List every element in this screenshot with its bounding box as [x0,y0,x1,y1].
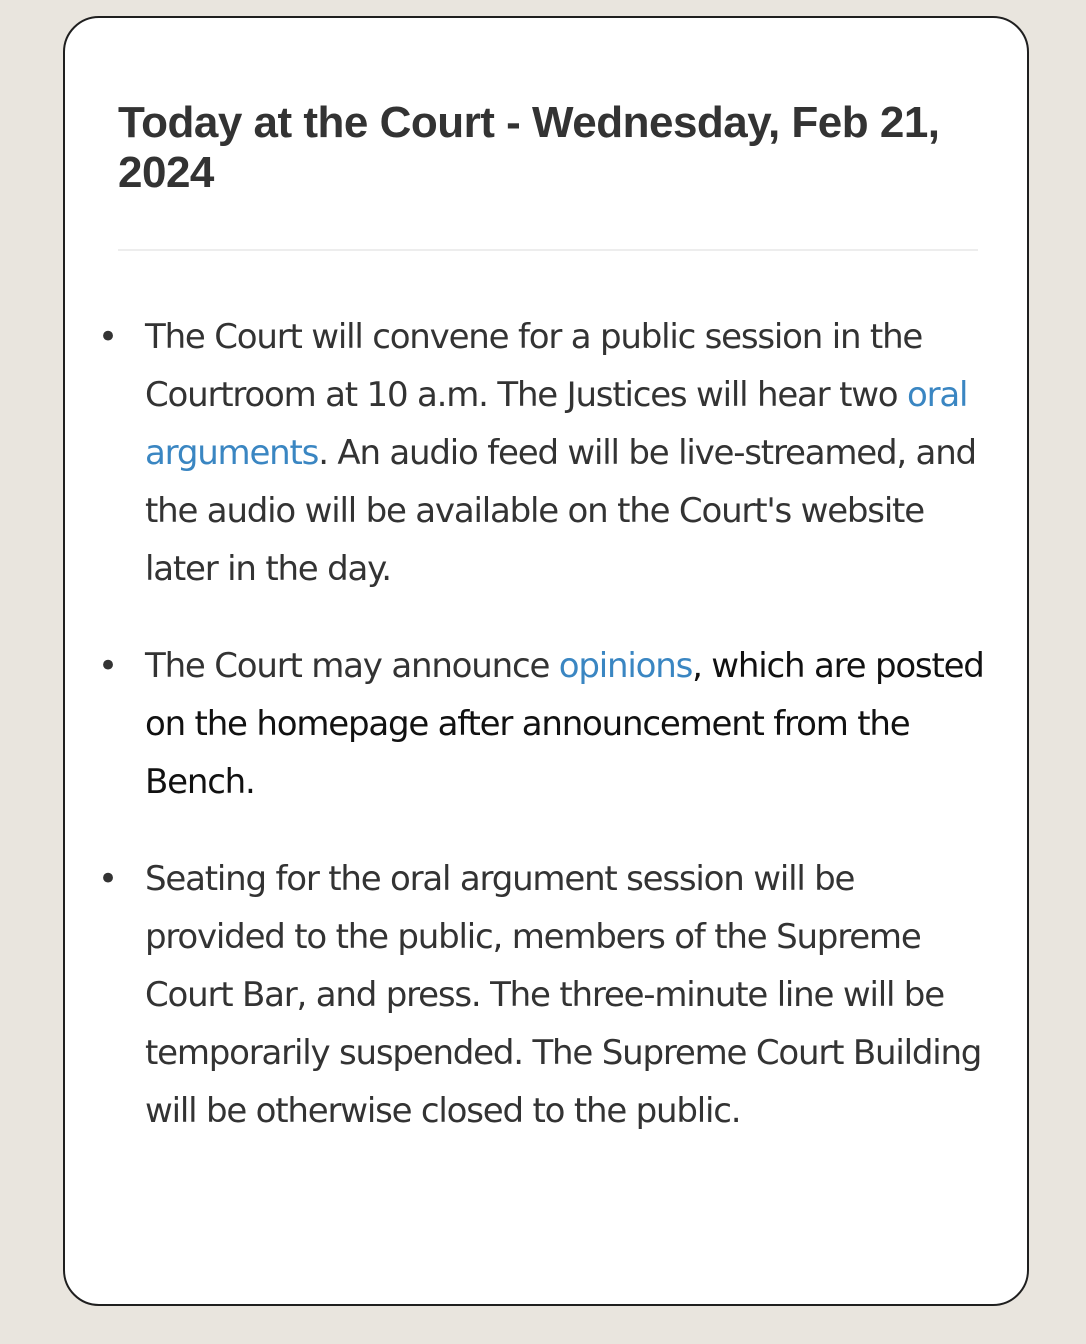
announcement-list [65,308,985,1179]
card-title: Today at the Court - Wednesday, Feb 21, 2024 [118,98,940,197]
item-text-after: , which are posted on the homepage after announcement from the Bench. [145,646,984,802]
bullet-icon: • [98,859,117,899]
opinions-link[interactable]: opinions [558,646,693,686]
oral-arguments-link[interactable]: oral arguments [145,375,968,473]
list-item-session [65,308,985,598]
title-divider [118,249,978,251]
today-at-court-card [63,16,1029,1306]
item-text-before: The Court will convene for a public session in the Courtroom at 10 a.m. The Justices will hear two [145,317,923,415]
bullet-icon: • [98,317,117,357]
item-text-after: . An audio feed will be live-streamed, and the audio will be available on the Court's website later in the day. [145,433,976,589]
list-item-seating [65,850,985,1140]
list-item-opinions [65,637,985,811]
item-text: Seating for the oral argument session will be provided to the public, members of the Supreme Court Bar, and press. The three-minute line will be temporarily suspended. The Supreme Court Building will be otherwise closed to the public. [145,859,982,1131]
item-text-before: The Court may announce [145,646,559,686]
bullet-icon: • [98,646,117,686]
